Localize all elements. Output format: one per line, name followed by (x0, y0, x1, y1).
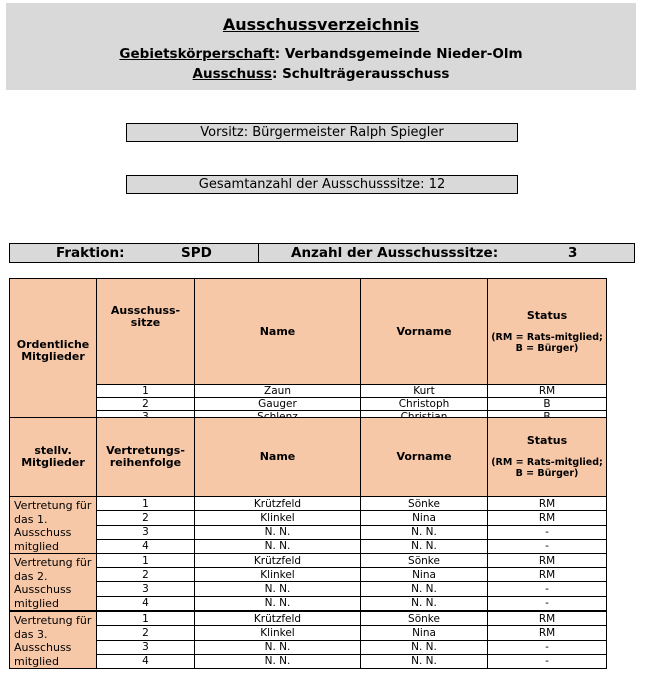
gebiet-label: Gebietskörperschaft (119, 46, 275, 62)
reihe-nr: 2 (97, 511, 195, 525)
member-vorname: Nina (361, 626, 488, 640)
member-status: - (488, 539, 607, 553)
member-name: N. N. (195, 640, 361, 654)
member-vorname: Nina (361, 568, 488, 582)
member-vorname: N. N. (361, 582, 488, 596)
member-vorname: N. N. (361, 654, 488, 668)
member-vorname: Kurt (361, 385, 488, 398)
member-vorname: N. N. (361, 539, 488, 553)
fraktion-label: Fraktion: (56, 245, 125, 261)
member-name: Zaun (195, 385, 361, 398)
fraktion-separator (258, 244, 259, 262)
member-name: Krützfeld (195, 554, 361, 568)
member-status: - (488, 582, 607, 596)
vertretung-group-label: Vertretung für das 3. Ausschuss mitglied (10, 611, 97, 669)
document-title: Ausschussverzeichnis (222, 15, 420, 34)
status-header (488, 418, 607, 497)
member-vorname: N. N. (361, 640, 488, 654)
member-name: Krützfeld (195, 611, 361, 626)
table-row (10, 525, 607, 539)
member-vorname: Sönke (361, 611, 488, 626)
table-row (10, 511, 607, 525)
reihe-nr: 3 (97, 640, 195, 654)
table-row (10, 596, 607, 611)
table-row (10, 611, 607, 626)
gebiet-line (6, 46, 636, 62)
member-status: - (488, 596, 607, 611)
member-vorname: Christoph (361, 398, 488, 411)
ausschuss-label: Ausschuss (192, 66, 272, 82)
member-vorname: N. N. (361, 596, 488, 611)
member-status: RM (488, 611, 607, 626)
table-row (10, 568, 607, 582)
gesamt-box: Gesamtanzahl der Ausschusssitze: 12 (126, 175, 518, 194)
status-header-label: Status (526, 308, 568, 322)
vertretung-group-label: Vertretung für das 1. Ausschuss mitglied (10, 497, 97, 554)
member-name: Klinkel (195, 511, 361, 525)
member-name: Gauger (195, 398, 361, 411)
fraktion-bar (9, 243, 635, 263)
member-vorname: Sönke (361, 554, 488, 568)
table-row (10, 582, 607, 596)
fraktion-sitze-label: Anzahl der Ausschusssitze: (291, 245, 499, 261)
reihe-nr: 2 (97, 626, 195, 640)
reihe-nr: 4 (97, 596, 195, 611)
stellv-mitglieder-table (9, 417, 607, 669)
reihe-nr: 4 (97, 539, 195, 553)
member-name: Klinkel (195, 568, 361, 582)
member-status: RM (488, 554, 607, 568)
member-name: N. N. (195, 582, 361, 596)
ausschuss-value: : Schulträgerausschuss (271, 66, 450, 82)
reihe-nr: 4 (97, 654, 195, 668)
table-row (10, 539, 607, 553)
vorname-header: Vorname (361, 418, 488, 497)
member-name: N. N. (195, 596, 361, 611)
table-row (10, 497, 607, 511)
ausschuss-line (6, 66, 636, 82)
vorname-header: Vorname (361, 279, 488, 385)
fraktion-name: SPD (181, 245, 212, 261)
member-vorname: N. N. (361, 525, 488, 539)
reihe-nr: 1 (97, 611, 195, 626)
table-row (10, 654, 607, 668)
table-row (10, 640, 607, 654)
member-vorname: Sönke (361, 497, 488, 511)
status-header (488, 279, 607, 385)
table-row (10, 398, 607, 411)
status-header-label: Status (526, 434, 568, 447)
reihe-nr: 1 (97, 497, 195, 511)
member-name: N. N. (195, 539, 361, 553)
table-row (10, 385, 607, 398)
name-header: Name (195, 418, 361, 497)
stellv-header: stellv. Mitglieder (10, 418, 97, 497)
status-header-note: (RM = Rats-mitglied; B = Bürger) (491, 457, 603, 479)
vertretung-group-label: Vertretung für das 2. Ausschuss mitglied (10, 554, 97, 612)
member-status: - (488, 525, 607, 539)
member-status: RM (488, 497, 607, 511)
fraktion-sitze-value: 3 (568, 245, 578, 261)
member-name: N. N. (195, 654, 361, 668)
member-status: RM (488, 511, 607, 525)
reihe-nr: 3 (97, 582, 195, 596)
ordentliche-mitglieder-table (9, 278, 607, 424)
member-name: N. N. (195, 525, 361, 539)
member-status: B (488, 398, 607, 411)
reihe-nr: 1 (97, 554, 195, 568)
member-vorname: Nina (361, 511, 488, 525)
member-status: - (488, 654, 607, 668)
sitz-nr: 1 (97, 385, 195, 398)
member-status: RM (488, 568, 607, 582)
ordentliche-header: Ordentliche Mitglieder (10, 279, 97, 424)
sitze-header: Ausschuss-sitze (97, 279, 195, 385)
vorsitz-box: Vorsitz: Bürgermeister Ralph Spiegler (126, 123, 518, 142)
member-name: Krützfeld (195, 497, 361, 511)
document-header (6, 3, 636, 90)
gebiet-value: : Verbandsgemeinde Nieder-Olm (274, 46, 523, 62)
member-status: RM (488, 385, 607, 398)
table-row (10, 554, 607, 568)
member-status: - (488, 640, 607, 654)
member-status: RM (488, 626, 607, 640)
reihenfolge-header: Vertretungs-reihenfolge (97, 418, 195, 497)
table-row (10, 626, 607, 640)
reihe-nr: 3 (97, 525, 195, 539)
reihe-nr: 2 (97, 568, 195, 582)
member-name: Klinkel (195, 626, 361, 640)
status-header-note: (RM = Rats-mitglied; B = Bürger) (491, 331, 603, 354)
name-header: Name (195, 279, 361, 385)
sitz-nr: 2 (97, 398, 195, 411)
